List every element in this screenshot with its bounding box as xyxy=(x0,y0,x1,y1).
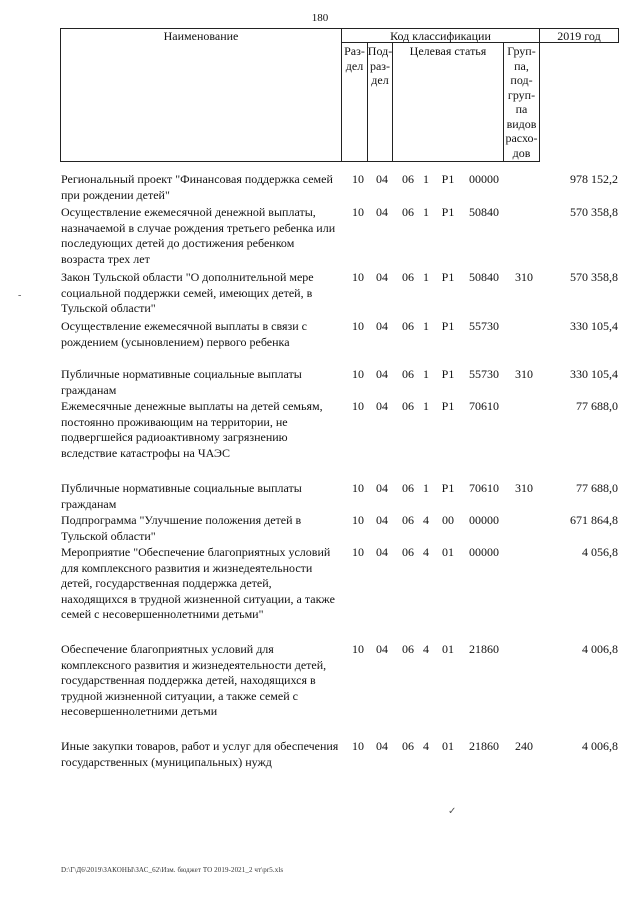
row-target-program: 06 xyxy=(402,270,414,284)
row-target-event: P1 xyxy=(441,172,455,186)
row-target-subprogram: 4 xyxy=(423,739,429,753)
row-target-direction: 00000 xyxy=(469,513,499,527)
row-podrazdel: 04 xyxy=(376,513,388,527)
row-target-program: 06 xyxy=(402,481,414,495)
row-target-event: P1 xyxy=(441,399,455,413)
row-target-program: 06 xyxy=(402,367,414,381)
row-razdel: 10 xyxy=(352,513,364,527)
row-podrazdel: 04 xyxy=(376,399,388,413)
row-name: Мероприятие "Обеспечение благоприятных условий для комплексного развития и жизнедеятельности детей, государственная поддержка детей, находящихся в трудной жизненной ситуации, а также семей с несовершеннолетними детьми" xyxy=(61,545,335,621)
row-podrazdel: 04 xyxy=(376,319,388,333)
row-razdel: 10 xyxy=(352,172,364,186)
row-target-subprogram: 1 xyxy=(423,481,429,495)
header-code: Код классификации xyxy=(390,29,491,43)
row-sum: 4 006,8 xyxy=(582,642,618,656)
row-target-subprogram: 1 xyxy=(423,270,429,284)
row-podrazdel: 04 xyxy=(376,172,388,186)
header-podrazdel-line: дел xyxy=(371,73,389,87)
row-target-subprogram: 4 xyxy=(423,545,429,559)
row-target-program: 06 xyxy=(402,642,414,656)
row-target-event: P1 xyxy=(441,481,455,495)
scan-mark: - xyxy=(18,290,22,301)
file-path-footer: D:\Г\Д6\2019\ЗАКОНЫ\ЗАС_62\Изм. бюджет ТО 2019-2021_2 чт\pr5.xls xyxy=(61,866,284,874)
row-sum: 330 105,4 xyxy=(570,319,618,333)
row-sum: 570 358,8 xyxy=(570,205,618,219)
table-header xyxy=(60,28,619,162)
row-sum: 77 688,0 xyxy=(576,399,618,413)
row-target-program: 06 xyxy=(402,172,414,186)
header-podrazdel xyxy=(367,44,393,88)
row-razdel: 10 xyxy=(352,545,364,559)
row-target-program: 06 xyxy=(402,739,414,753)
row-target-direction: 50840 xyxy=(469,205,499,219)
row-razdel: 10 xyxy=(352,399,364,413)
row-razdel: 10 xyxy=(352,481,364,495)
row-target-direction: 70610 xyxy=(469,481,499,495)
row-podrazdel: 04 xyxy=(376,739,388,753)
row-podrazdel: 04 xyxy=(376,205,388,219)
header-group-line: груп- xyxy=(507,87,536,102)
header-podrazdel-line: раз- xyxy=(369,58,391,73)
row-target-program: 06 xyxy=(402,399,414,413)
row-podrazdel: 04 xyxy=(376,270,388,284)
row-target-event: 01 xyxy=(442,545,454,559)
row-target-direction: 70610 xyxy=(469,399,499,413)
row-target-event: P1 xyxy=(441,205,455,219)
row-name: Осуществление ежемесячной денежной выплаты, назначаемой в случае рождения третьего ребенка или последующих детей до достижения ребенком возраста трех лет xyxy=(61,205,336,266)
row-target-event: P1 xyxy=(441,270,455,284)
row-target-subprogram: 1 xyxy=(423,367,429,381)
row-razdel: 10 xyxy=(352,739,364,753)
row-target-direction: 00000 xyxy=(469,172,499,186)
header-group-line: под- xyxy=(510,73,533,87)
header-target-cell xyxy=(392,42,504,162)
row-target-event: P1 xyxy=(441,367,455,381)
header-year: 2019 год xyxy=(557,29,601,43)
row-razdel: 10 xyxy=(352,319,364,333)
header-razdel xyxy=(341,44,368,73)
row-name: Ежемесячные денежные выплаты на детей семьям, постоянно проживающим на территории, не подвергшейся радиоактивному загрязнению вследствие катастрофы на ЧАЭС xyxy=(61,399,323,460)
header-group xyxy=(503,44,540,160)
row-target-subprogram: 1 xyxy=(423,399,429,413)
row-target-subprogram: 1 xyxy=(423,205,429,219)
row-target-event: 00 xyxy=(442,513,454,527)
row-name: Региональный проект "Финансовая поддержка семей при рождении детей" xyxy=(61,172,333,202)
row-target-direction: 21860 xyxy=(469,739,499,753)
row-name: Обеспечение благоприятных условий для комплексного развития и жизнедеятельности детей, государственная поддержка детей, находящихся в трудной жизненной ситуации, а также семей с несовершеннолетними детьми xyxy=(61,642,327,718)
row-target-direction: 21860 xyxy=(469,642,499,656)
page-number: 180 xyxy=(311,12,329,24)
row-podrazdel: 04 xyxy=(376,642,388,656)
row-target-subprogram: 1 xyxy=(423,172,429,186)
row-target-program: 06 xyxy=(402,513,414,527)
row-name: Публичные нормативные социальные выплаты гражданам xyxy=(61,481,302,511)
header-razdel-line: дел xyxy=(345,58,364,73)
header-group-line: па, xyxy=(514,58,529,73)
row-target-direction: 00000 xyxy=(469,545,499,559)
header-group-line: Груп- xyxy=(507,44,536,58)
row-sum: 978 152,2 xyxy=(570,172,618,186)
row-target-event: 01 xyxy=(442,642,454,656)
header-target: Целевая статья xyxy=(409,44,487,58)
row-target-program: 06 xyxy=(402,545,414,559)
row-target-direction: 50840 xyxy=(469,270,499,284)
row-target-event: P1 xyxy=(441,319,455,333)
row-name: Осуществление ежемесячной выплаты в связи с рождением (усыновлением) первого ребенка xyxy=(61,319,307,349)
row-group: 310 xyxy=(515,367,533,381)
row-razdel: 10 xyxy=(352,205,364,219)
row-target-program: 06 xyxy=(402,319,414,333)
row-target-direction: 55730 xyxy=(469,319,499,333)
header-razdel-line: Раз- xyxy=(344,44,365,58)
row-sum: 77 688,0 xyxy=(576,481,618,495)
row-razdel: 10 xyxy=(352,270,364,284)
row-name: Закон Тульской области "О дополнительной мере социальной поддержки семей, имеющих детей, в Тульской области" xyxy=(61,270,314,315)
row-razdel: 10 xyxy=(352,642,364,656)
header-group-line: видов xyxy=(506,116,537,131)
header-name-cell xyxy=(60,28,342,162)
header-name: Наименование xyxy=(163,29,239,43)
row-target-subprogram: 4 xyxy=(423,513,429,527)
row-sum: 330 105,4 xyxy=(570,367,618,381)
row-target-subprogram: 1 xyxy=(423,319,429,333)
row-target-program: 06 xyxy=(402,205,414,219)
header-group-line: па xyxy=(515,102,528,116)
row-sum: 671 864,8 xyxy=(570,513,618,527)
row-group: 240 xyxy=(515,739,533,753)
row-target-event: 01 xyxy=(442,739,454,753)
row-target-subprogram: 4 xyxy=(423,642,429,656)
row-name: Подпрограмма "Улучшение положения детей в Тульской области" xyxy=(61,513,302,543)
row-sum: 4 006,8 xyxy=(582,739,618,753)
header-group-line: дов xyxy=(512,145,531,160)
row-name: Публичные нормативные социальные выплаты гражданам xyxy=(61,367,302,397)
header-podrazdel-line: Под- xyxy=(367,44,393,58)
row-podrazdel: 04 xyxy=(376,367,388,381)
row-group: 310 xyxy=(515,481,533,495)
row-podrazdel: 04 xyxy=(376,481,388,495)
row-name: Иные закупки товаров, работ и услуг для обеспечения государственных (муниципальных) нужд xyxy=(61,739,339,769)
scan-mark: ✓ xyxy=(448,806,457,817)
row-razdel: 10 xyxy=(352,367,364,381)
row-sum: 4 056,8 xyxy=(582,545,618,559)
row-target-direction: 55730 xyxy=(469,367,499,381)
header-group-line: расхо- xyxy=(505,131,538,145)
row-sum: 570 358,8 xyxy=(570,270,618,284)
row-group: 310 xyxy=(515,270,533,284)
row-podrazdel: 04 xyxy=(376,545,388,559)
